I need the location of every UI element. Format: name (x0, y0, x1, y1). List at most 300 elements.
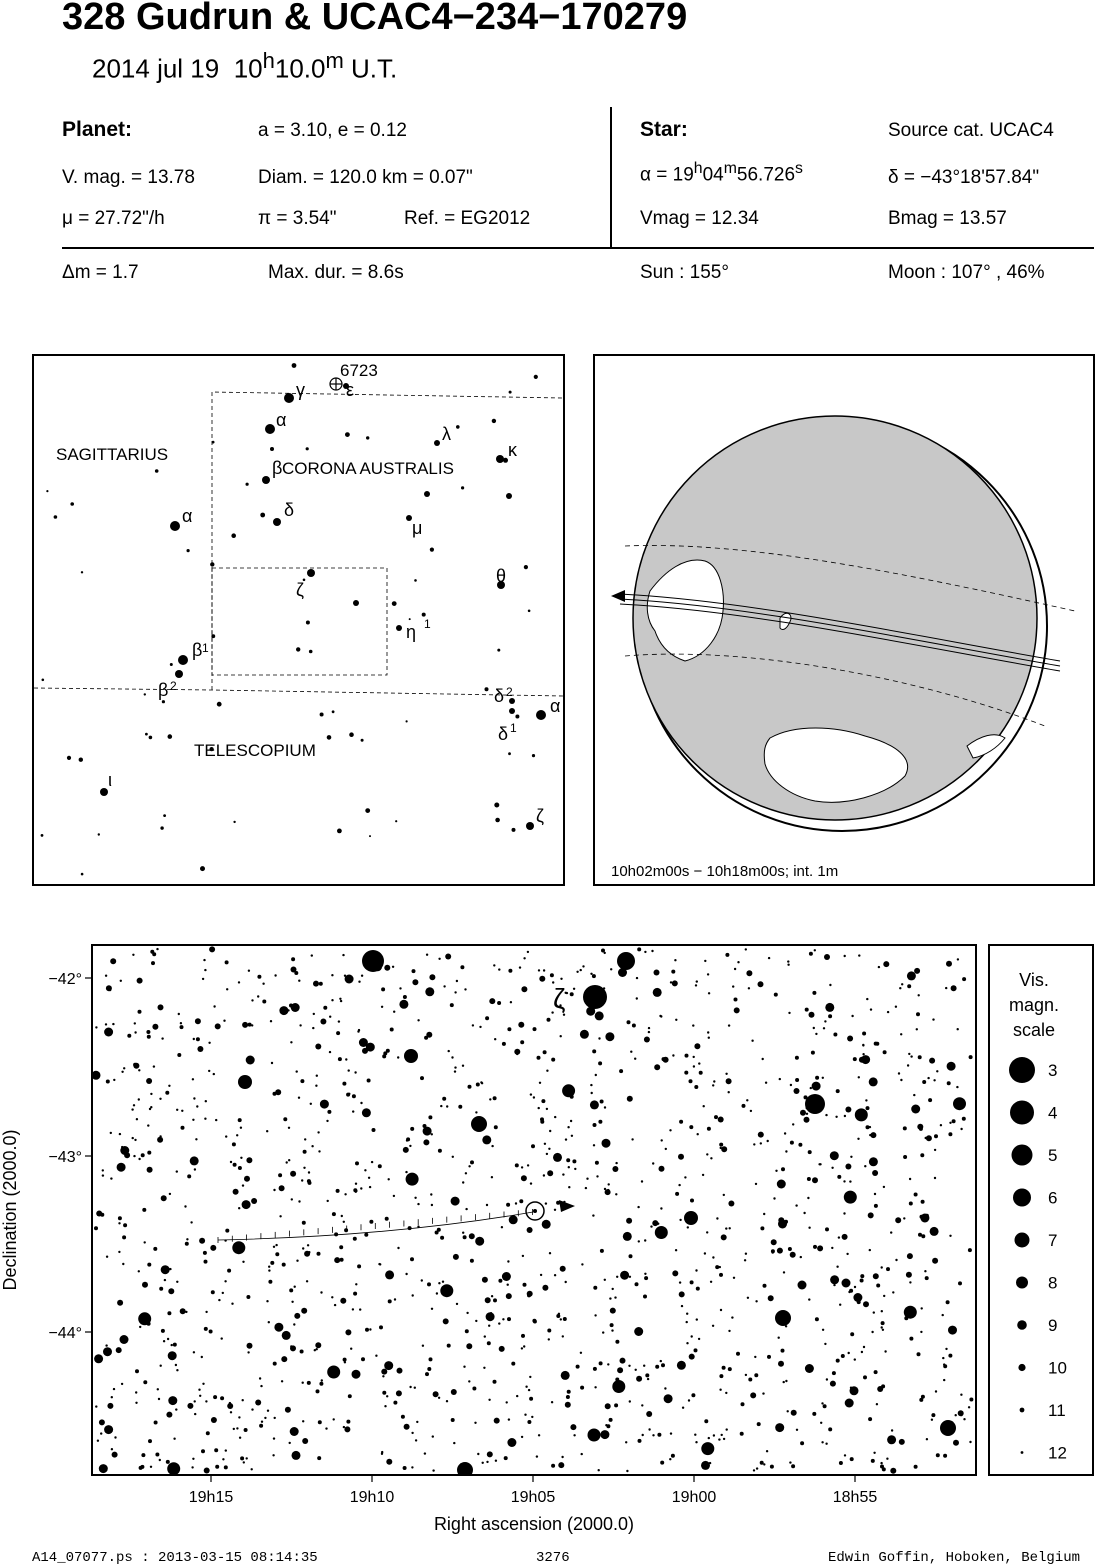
detail-star (382, 1375, 384, 1377)
detail-star (334, 1257, 340, 1263)
detail-star (865, 1099, 867, 1101)
detail-star (826, 1378, 828, 1380)
finder-star-label: β (158, 680, 169, 700)
detail-star (498, 968, 500, 970)
detail-star (708, 992, 710, 994)
detail-star (323, 1006, 327, 1010)
detail-star (246, 1056, 255, 1065)
detail-star (482, 1277, 488, 1283)
detail-star (949, 1235, 951, 1237)
detail-star (161, 1195, 167, 1201)
detail-star (360, 1187, 362, 1189)
detail-star (560, 1318, 562, 1320)
detail-star (154, 1421, 158, 1425)
detail-star (438, 1397, 440, 1399)
detail-star (135, 1402, 137, 1404)
detail-star (515, 1202, 517, 1204)
planet-motion: μ = 27.72"/h (62, 208, 165, 229)
detail-star (725, 1073, 727, 1075)
finder-star-label: λ (442, 424, 451, 444)
detail-star (671, 970, 675, 974)
detail-star (523, 1345, 525, 1347)
detail-star (472, 1024, 474, 1026)
detail-star (194, 1400, 196, 1402)
detail-star (515, 1163, 519, 1167)
detail-star (921, 1234, 925, 1238)
detail-star (272, 1454, 274, 1456)
detail-star (430, 1193, 432, 1195)
constellation-sagittarius: SAGITTARIUS (56, 445, 169, 464)
detail-star (593, 1123, 597, 1127)
detail-star (591, 1092, 593, 1094)
detail-star (798, 1143, 802, 1147)
detail-star (595, 1011, 604, 1020)
detail-star (127, 1034, 131, 1038)
detail-star (918, 1055, 922, 1059)
detail-star (593, 1367, 597, 1371)
detail-star (614, 1296, 616, 1298)
detail-star (623, 1232, 632, 1241)
finder-star (284, 393, 294, 403)
legend-dot (1010, 1101, 1034, 1125)
detail-star (600, 1249, 604, 1253)
finder-star (395, 820, 397, 822)
detail-star (487, 1341, 491, 1345)
detail-star (443, 1318, 449, 1324)
detail-star (257, 995, 259, 997)
detail-star (943, 1379, 945, 1381)
detail-star (346, 1093, 350, 1097)
detail-star (634, 1058, 636, 1060)
detail-star (507, 1317, 511, 1321)
detail-star (289, 1004, 293, 1008)
detail-star (117, 1300, 123, 1306)
detail-star (458, 1105, 462, 1109)
detail-star (436, 1292, 438, 1294)
detail-star (800, 1441, 804, 1445)
detail-star (275, 1244, 277, 1246)
legend-title-line-3: scale (1012, 1020, 1056, 1040)
finder-star (270, 447, 274, 451)
detail-star (327, 1200, 329, 1202)
detail-star (665, 1148, 667, 1150)
finder-star (414, 579, 417, 582)
detail-star (114, 1436, 116, 1438)
detail-star (281, 1356, 287, 1362)
detail-star (489, 998, 495, 1004)
detail-star (362, 1108, 371, 1117)
detail-star (242, 1200, 251, 1209)
detail-star (862, 1053, 864, 1055)
detail-star (203, 959, 205, 961)
detail-star (750, 1110, 752, 1112)
detail-star (158, 1398, 160, 1400)
detail-star (637, 947, 641, 951)
event-date: 2014 jul 19 (92, 53, 220, 84)
detail-star (202, 1383, 204, 1385)
detail-star (208, 1042, 210, 1044)
detail-star (634, 1327, 643, 1336)
detail-star (523, 957, 525, 959)
detail-star (433, 1391, 439, 1397)
detail-star (627, 1020, 631, 1024)
detail-star (909, 1202, 913, 1206)
detail-star (934, 1149, 936, 1151)
detail-star (118, 1222, 120, 1224)
detail-star (783, 1271, 785, 1273)
detail-star (617, 1367, 623, 1373)
detail-star (844, 1191, 857, 1204)
detail-star (232, 1241, 245, 1254)
detail-star (432, 1469, 434, 1471)
detail-star (838, 1236, 840, 1238)
detail-star (539, 976, 545, 982)
detail-star (147, 1167, 153, 1173)
detail-star (914, 968, 920, 974)
detail-star (352, 1094, 356, 1098)
detail-star (445, 954, 451, 960)
detail-star (299, 1024, 301, 1026)
detail-star (754, 1356, 756, 1358)
detail-star (403, 995, 407, 999)
detail-star (773, 1197, 775, 1199)
detail-star (699, 1071, 703, 1075)
detail-star (268, 1266, 270, 1268)
detail-star (920, 1331, 922, 1333)
detail-star (671, 1454, 675, 1458)
detail-star (541, 1099, 545, 1103)
detail-star (471, 1116, 487, 1132)
detail-star (718, 1438, 720, 1440)
detail-star (451, 1197, 460, 1206)
detail-star (352, 1370, 361, 1379)
detail-star (501, 1226, 503, 1228)
detail-star (792, 1123, 794, 1125)
detail-star (406, 1137, 410, 1141)
detail-star (546, 1070, 548, 1072)
star-right-ascension (640, 160, 803, 186)
detail-star (629, 1400, 631, 1402)
detail-star (660, 1207, 662, 1209)
detail-star (691, 1335, 693, 1337)
detail-star (609, 1297, 611, 1299)
detail-star (762, 1058, 764, 1060)
detail-star (294, 971, 298, 975)
detail-star (527, 1420, 531, 1424)
detail-star (812, 1412, 816, 1416)
detail-star (713, 1080, 715, 1082)
detail-star (794, 1088, 800, 1094)
detail-star (808, 1150, 812, 1154)
detail-star (140, 1465, 144, 1469)
detail-star (442, 1281, 444, 1283)
detail-star (723, 1438, 725, 1440)
y-tick-label: −42° (48, 971, 82, 988)
detail-star (866, 998, 868, 1000)
detail-star (907, 1253, 913, 1259)
finder-star-label: 1 (202, 641, 209, 655)
detail-star (672, 1270, 678, 1276)
detail-star (99, 1419, 105, 1425)
detail-star (121, 1383, 123, 1385)
detail-star (850, 1332, 854, 1336)
detail-star (828, 1014, 832, 1018)
detail-star (304, 1138, 306, 1140)
detail-star (273, 1362, 277, 1366)
detail-star (211, 1417, 217, 1423)
detail-star (166, 1412, 172, 1418)
detail-star (949, 1122, 951, 1124)
detail-star (153, 1065, 155, 1067)
detail-star (636, 997, 638, 999)
detail-star (302, 1420, 304, 1422)
detail-star (747, 1297, 749, 1299)
detail-star (273, 1189, 275, 1191)
detail-star (417, 1019, 419, 1021)
detail-star (138, 1270, 140, 1272)
finder-star-label: δ (494, 686, 505, 706)
detail-star (315, 1342, 321, 1348)
detail-star (672, 1054, 674, 1056)
detail-star (343, 1221, 345, 1223)
detail-star (641, 1180, 643, 1182)
detail-star (313, 1013, 315, 1015)
detail-star (187, 1403, 193, 1409)
detail-star (957, 1028, 959, 1030)
detail-star (903, 1217, 905, 1219)
minutes-unit: m (325, 48, 344, 73)
detail-star (940, 1420, 956, 1436)
detail-star (315, 1044, 321, 1050)
detail-star (316, 1075, 318, 1077)
detail-star (805, 1094, 825, 1114)
detail-star (187, 1174, 191, 1178)
detail-star (908, 1053, 910, 1055)
detail-star (111, 1396, 113, 1398)
detail-star (288, 1127, 290, 1129)
detail-star (610, 1323, 614, 1327)
detail-star (397, 1247, 399, 1249)
detail-star (873, 1311, 875, 1313)
detail-star (506, 1203, 510, 1207)
detail-star (580, 1386, 584, 1390)
detail-star (507, 1260, 509, 1262)
detail-star (106, 1080, 110, 1084)
detail-star (163, 1340, 165, 1342)
detail-star (121, 1071, 123, 1073)
detail-star (135, 1369, 139, 1373)
detail-star (105, 1023, 107, 1025)
detail-star (344, 975, 346, 977)
detail-star (150, 1466, 152, 1468)
moon-elongation: Moon : 107° , 46% (888, 262, 1045, 283)
finder-star (231, 533, 236, 538)
detail-star (411, 1466, 413, 1468)
detail-star (332, 1212, 336, 1216)
detail-star (399, 1000, 408, 1009)
detail-star (845, 1399, 854, 1408)
detail-star (813, 1245, 817, 1249)
detail-star (240, 1127, 242, 1129)
finder-star (296, 647, 300, 651)
detail-star (117, 1163, 126, 1172)
detail-star (612, 1288, 614, 1290)
finder-star (508, 752, 511, 755)
detail-star (205, 1100, 207, 1102)
detail-star (521, 1334, 525, 1338)
detail-star (922, 1080, 926, 1084)
detail-star (858, 1076, 860, 1078)
detail-star (302, 1438, 308, 1444)
detail-star (960, 1128, 962, 1130)
detail-star (723, 1194, 725, 1196)
detail-star (222, 1292, 224, 1294)
detail-star (165, 1091, 169, 1095)
finder-star-label: ε (346, 380, 355, 400)
detail-star (343, 1358, 347, 1362)
detail-star (178, 1013, 180, 1015)
detail-star (635, 1282, 639, 1286)
detail-star (320, 1291, 322, 1293)
finder-star (337, 829, 342, 834)
detail-star (268, 1321, 270, 1323)
detail-star (643, 1295, 647, 1299)
detail-star (456, 980, 458, 982)
detail-star (615, 1340, 619, 1344)
detail-star (137, 978, 143, 984)
detail-star (745, 1253, 747, 1255)
detail-star (138, 1069, 140, 1071)
detail-star (199, 1395, 201, 1397)
finder-star (456, 425, 460, 429)
planet-vmag: V. mag. = 13.78 (62, 167, 195, 188)
detail-star (871, 1331, 873, 1333)
detail-star (609, 1418, 613, 1422)
detail-star (291, 957, 295, 961)
detail-star (393, 1401, 397, 1405)
detail-star (352, 1110, 354, 1112)
detail-star (706, 1231, 708, 1233)
detail-star (292, 1451, 301, 1460)
detail-star (290, 1171, 296, 1177)
detail-star (379, 1325, 383, 1329)
detail-star (590, 1436, 592, 1438)
detail-star (462, 1232, 464, 1234)
detail-star (968, 1248, 972, 1252)
detail-star (654, 1064, 660, 1070)
detail-star (147, 1263, 151, 1267)
detail-star (181, 1126, 185, 1130)
detail-star (158, 1004, 164, 1010)
detail-star (945, 987, 947, 989)
detail-star (465, 1172, 467, 1174)
detail-star (236, 1427, 238, 1429)
info-divider-horizontal (62, 247, 1094, 249)
detail-star (644, 951, 646, 953)
detail-star (415, 1439, 417, 1441)
detail-star (849, 1180, 851, 1182)
detail-star (839, 1461, 843, 1465)
finder-stars (41, 363, 546, 875)
x-tick-label: 19h00 (671, 1489, 717, 1506)
detail-star (598, 1037, 600, 1039)
detail-star (935, 1390, 937, 1392)
detail-star (657, 1223, 659, 1225)
detail-star (778, 1361, 784, 1367)
detail-star (470, 1259, 474, 1263)
detail-star (185, 1242, 189, 1246)
finder-star-label: α (182, 506, 193, 526)
detail-star (385, 1270, 394, 1279)
detail-star (225, 960, 229, 964)
finder-star (42, 679, 45, 682)
detail-star (884, 1350, 886, 1352)
detail-star (426, 954, 428, 956)
detail-star (482, 1462, 484, 1464)
detail-star (659, 1015, 661, 1017)
detail-star (851, 1015, 853, 1017)
detail-star (906, 1272, 912, 1278)
detail-star (943, 1364, 947, 1368)
detail-star (205, 1311, 207, 1313)
detail-star (420, 1076, 424, 1080)
detail-star (914, 1193, 918, 1197)
detail-star (568, 1186, 570, 1188)
detail-star (454, 991, 456, 993)
detail-star (110, 1132, 112, 1134)
detail-star (590, 973, 592, 975)
detail-star (679, 1120, 683, 1124)
legend-dot (1013, 1189, 1031, 1207)
detail-star (755, 1300, 757, 1302)
detail-star (803, 1212, 805, 1214)
detail-star (508, 1418, 510, 1420)
detail-star (895, 1006, 897, 1008)
detail-star (257, 975, 261, 979)
hours-unit: h (262, 48, 275, 73)
detail-star (438, 1149, 442, 1153)
detail-star (790, 1252, 796, 1258)
finder-star (212, 441, 215, 444)
detail-star (528, 1389, 530, 1391)
detail-star (608, 1038, 610, 1040)
detail-star (303, 1150, 307, 1154)
detail-star (246, 1157, 252, 1163)
detail-star (548, 1338, 550, 1340)
detail-star (540, 1274, 542, 1276)
detail-star (118, 1251, 120, 1253)
detail-star (706, 1153, 708, 1155)
detail-star (771, 1239, 777, 1245)
detail-star (644, 1239, 646, 1241)
detail-star (874, 1204, 878, 1208)
detail-star (469, 1233, 475, 1239)
detail-star (104, 1028, 113, 1037)
detail-star (969, 1055, 973, 1059)
finder-star (492, 419, 496, 423)
detail-star (427, 1367, 431, 1371)
detail-star (214, 1448, 218, 1452)
detail-star (408, 1176, 412, 1180)
detail-star (147, 1124, 149, 1126)
detail-star (279, 1215, 281, 1217)
detail-star (372, 1128, 376, 1132)
detail-star (871, 1459, 875, 1463)
detail-star (410, 1257, 414, 1261)
detail-star (537, 1056, 541, 1060)
detail-star (686, 1313, 688, 1315)
detail-star (605, 1424, 607, 1426)
